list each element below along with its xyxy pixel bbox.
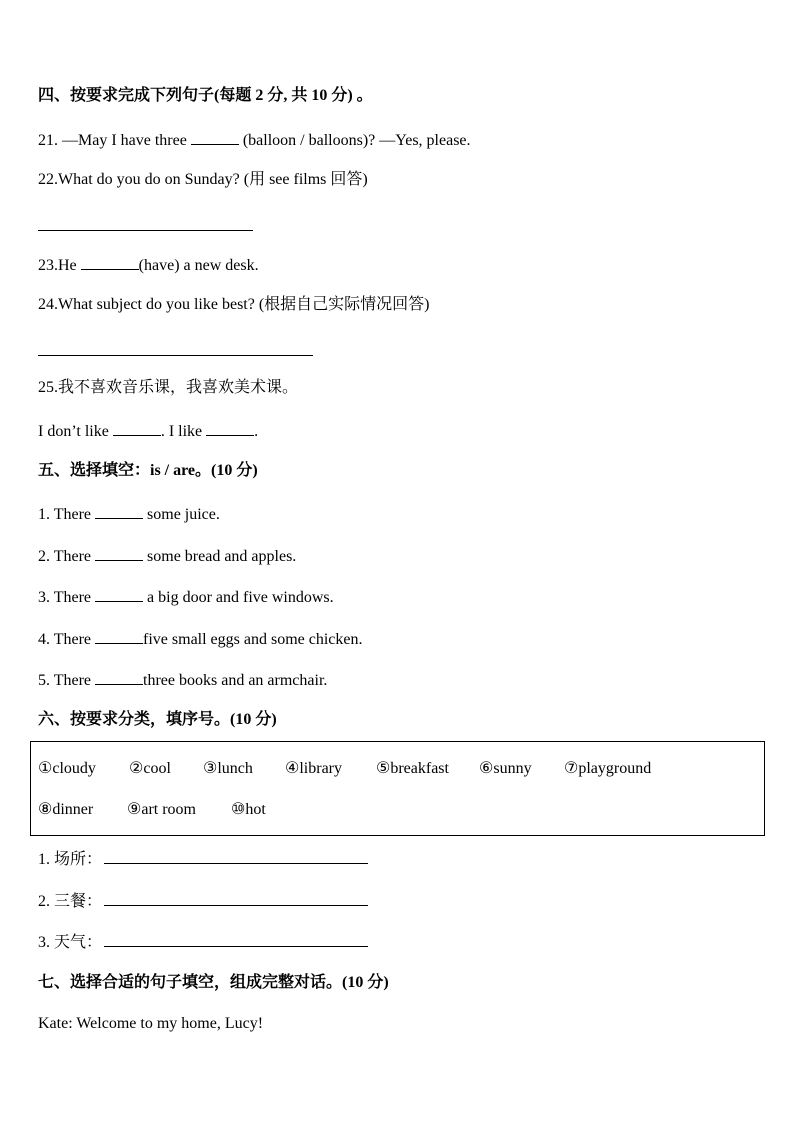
blank-category-3[interactable] <box>104 931 368 947</box>
blank-23[interactable] <box>81 254 139 270</box>
question-23: 23.He (have) a new desk. <box>38 254 259 276</box>
category-1: 1. 场所： <box>38 848 368 870</box>
answer-line-24[interactable] <box>38 355 313 356</box>
blank-category-1[interactable] <box>104 848 368 864</box>
dialogue-line-1: Kate: Welcome to my home, Lucy! <box>38 1015 264 1032</box>
blank-s5-4[interactable] <box>95 628 143 644</box>
question-21: 21. —May I have three (balloon / balloons)? —Yes, please. <box>38 129 471 151</box>
answer-line-22[interactable] <box>38 230 253 231</box>
option-10: ⑩hot <box>231 801 266 818</box>
option-5: ⑤breakfast <box>376 760 449 777</box>
question-22: 22.What do you do on Sunday? (用 see films 回答) <box>38 171 368 188</box>
option-2: ②cool <box>129 760 171 777</box>
question-25-answer: I don’t like . I like . <box>38 420 258 442</box>
option-8: ⑧dinner <box>38 801 94 818</box>
blank-25b[interactable] <box>206 420 254 436</box>
option-6: ⑥sunny <box>479 760 532 777</box>
category-2: 2. 三餐： <box>38 890 368 912</box>
blank-s5-5[interactable] <box>95 669 143 685</box>
blank-s5-3[interactable] <box>95 586 143 602</box>
section5-item-4: 4. There five small eggs and some chicken. <box>38 628 363 650</box>
blank-s5-1[interactable] <box>95 503 143 519</box>
question-25: 25.我不喜欢音乐课，我喜欢美术课。 <box>38 379 299 396</box>
section7-heading: 七、选择合适的句子填空，组成完整对话。(10 分) <box>38 974 389 991</box>
section5-item-2: 2. There some bread and apples. <box>38 545 296 567</box>
option-1: ①cloudy <box>38 760 96 777</box>
options-box <box>30 741 765 836</box>
blank-21[interactable] <box>191 129 239 145</box>
option-7: ⑦playground <box>564 760 652 777</box>
section5-heading: 五、选择填空：is / are。(10 分) <box>38 462 258 479</box>
question-24: 24.What subject do you like best? (根据自己实际情况回答) <box>38 296 430 313</box>
section5-item-1: 1. There some juice. <box>38 503 220 525</box>
option-4: ④library <box>285 760 342 777</box>
section6-heading: 六、按要求分类，填序号。(10 分) <box>38 711 277 728</box>
section5-item-3: 3. There a big door and five windows. <box>38 586 334 608</box>
section4-heading: 四、按要求完成下列句子(每题 2 分, 共 10 分) 。 <box>38 87 373 104</box>
blank-25a[interactable] <box>113 420 161 436</box>
section5-item-5: 5. There three books and an armchair. <box>38 669 327 691</box>
blank-category-2[interactable] <box>104 890 368 906</box>
category-3: 3. 天气： <box>38 931 368 953</box>
option-9: ⑨art room <box>127 801 196 818</box>
blank-s5-2[interactable] <box>95 545 143 561</box>
option-3: ③lunch <box>203 760 253 777</box>
